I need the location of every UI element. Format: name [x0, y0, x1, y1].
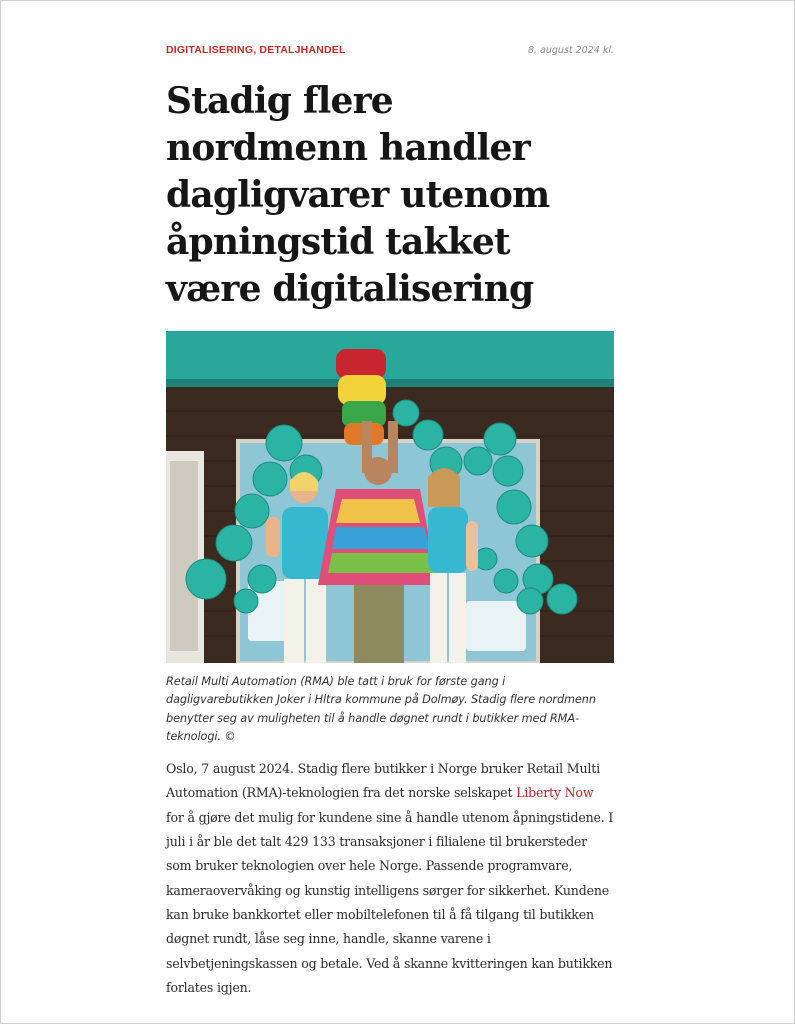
category-links[interactable]: DIGITALISERING, DETALJHANDEL — [166, 44, 346, 56]
publish-date: 8. august 2024 kl. — [527, 44, 614, 56]
door-glass — [170, 461, 198, 651]
article-body — [166, 757, 614, 1000]
roof-panel — [166, 331, 614, 387]
liberty-now-link[interactable]: Liberty Now — [516, 785, 594, 801]
window-sign-right — [466, 601, 526, 651]
body-text-intro: Oslo, 7 august 2024. Stadig flere butikker i Norge bruker Retail Multi Automation (RMA)-teknologien fra det norske selskapet — [166, 761, 600, 801]
article-headline: Stadig flere nordmenn handler dagligvarer utenom åpningstid takket være digitalisering — [166, 80, 550, 310]
article-photo — [166, 331, 614, 663]
photo-caption: Retail Multi Automation (RMA) ble tatt i bruk for første gang i dagligvarebutikken Joker i Hltra kommune på Dolmøy. Stadig flere nordmenn benytter seg av muligheten til å handle døgnet rundt i butikker med RMA-teknologi. © — [166, 675, 596, 743]
article-meta — [166, 40, 614, 60]
body-text-rest: for å gjøre det mulig for kundene sine å handle utenom åpningstidene. I juli i år ble det talt 429 133 transaksjoner i filialene til brukersteder som bruker teknologien over hele Norge. Passende programvare, kameraovervåking og kunstig intelligens sørger for sikkerhet. Kundene kan bruke bankkortet eller mobiltelefonen til å få tilgang til butikken døgnet rundt, låse seg inne, handle, skanne varene i selvbetjeningskassen og betale. Ved å skanne kvitteringen kan butikken forlates igjen. — [166, 809, 614, 995]
roof-trim — [166, 379, 614, 387]
article — [166, 40, 614, 1013]
